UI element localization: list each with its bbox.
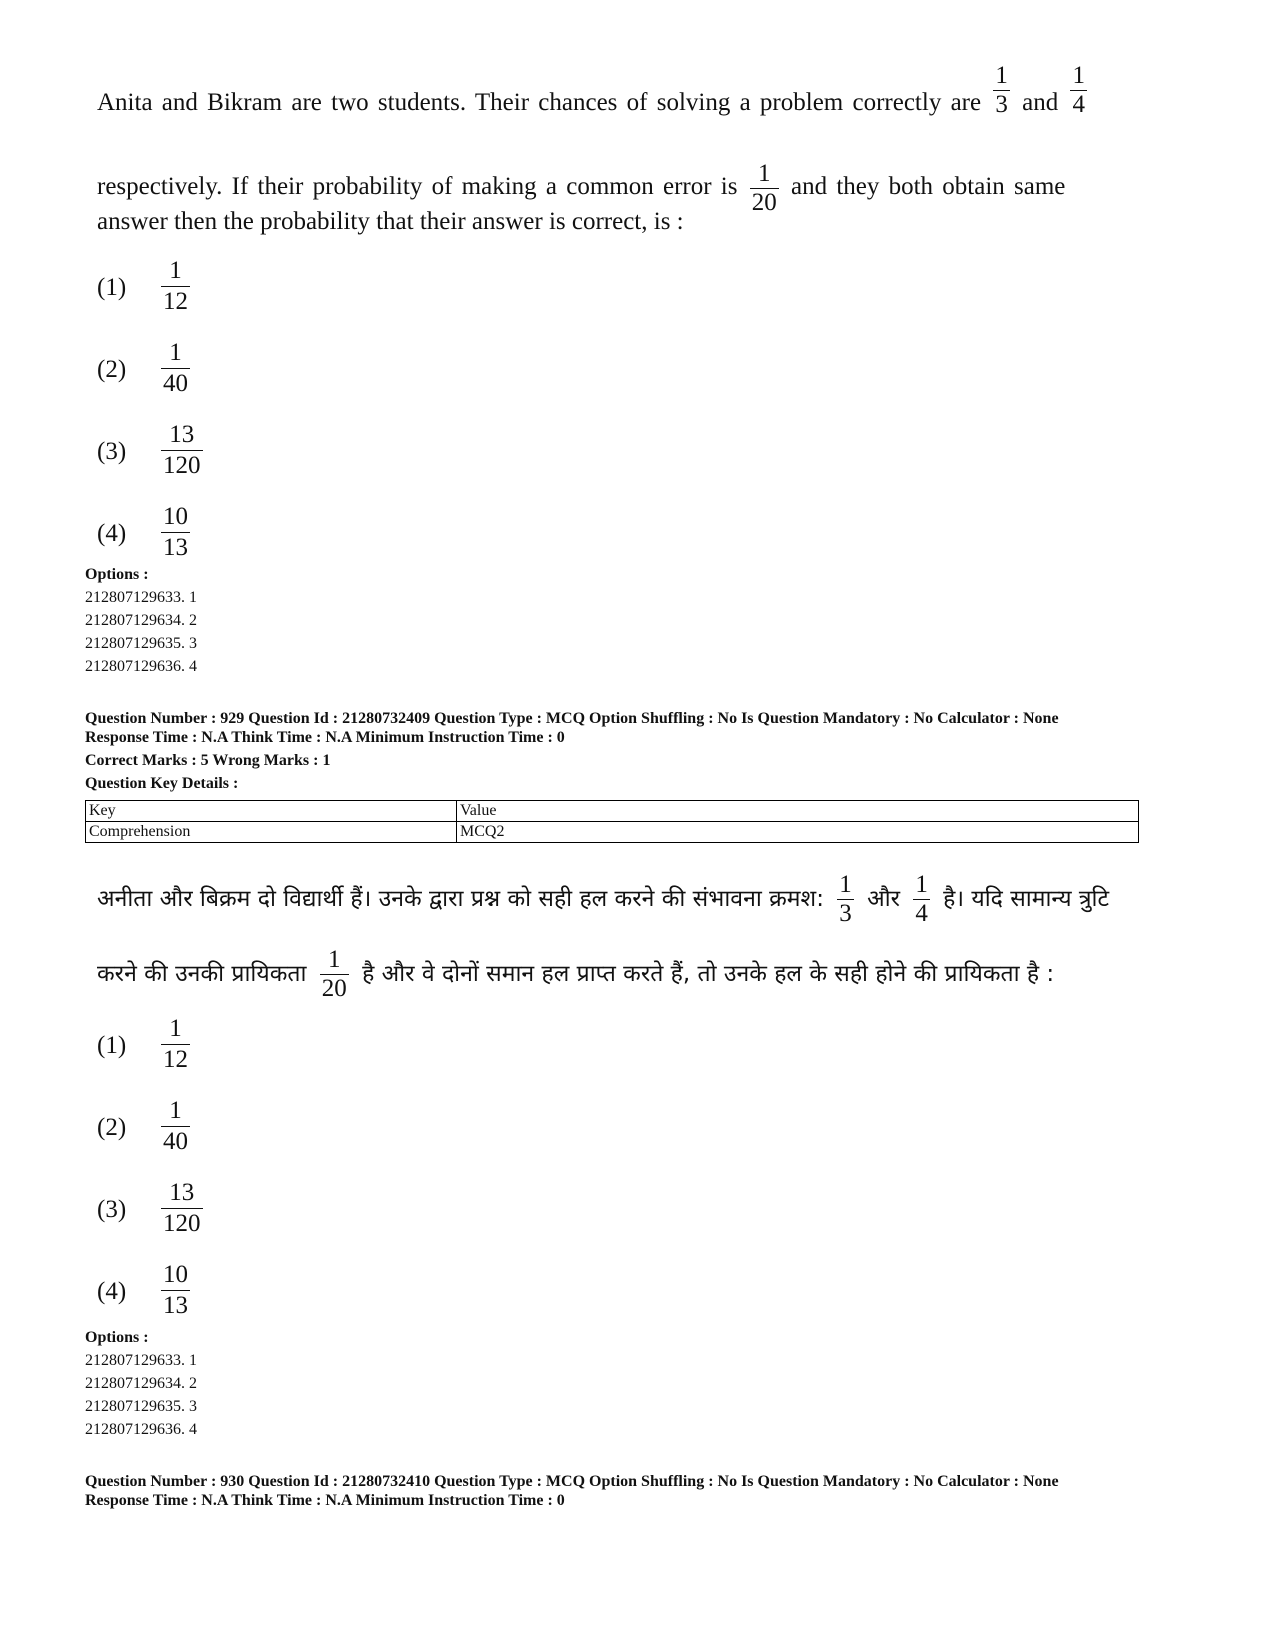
fraction-one-twentieth: $\frac{1}{20}$ — [751, 160, 777, 216]
choice-fraction: $\frac{13}{120}$ — [163, 421, 201, 479]
question-text-part: and they both obtain same — [790, 173, 1066, 201]
option-id-line: 212807129634. 2 — [85, 1375, 197, 1392]
question-text-part: Anita and Bikram are two students. Their chances of solving a problem correctly are — [97, 89, 982, 116]
question-line-1 — [97, 61, 1197, 119]
table-row — [86, 822, 1139, 843]
question-meta-line: Question Number : 930 Question Id : 21280732410 Question Type : MCQ Option Shuffling : No Is Question Mandatory : No Calculator : None — [85, 1473, 1059, 1490]
choice-fraction: $\frac{1}{40}$ — [163, 339, 188, 397]
table-cell-key: Comprehension — [86, 822, 457, 843]
option-id-line: 212807129635. 3 — [85, 1398, 197, 1415]
question-meta-line: Question Number : 929 Question Id : 21280732409 Question Type : MCQ Option Shuffling : No Is Question Mandatory : No Calculator : None — [85, 710, 1059, 727]
question-text-part: है और वे दोनों समान हल प्राप्त करते हैं, तो उनके हल के सही होने की प्रायिकता है : — [362, 961, 1055, 987]
marks-line: Correct Marks : 5 Wrong Marks : 1 — [85, 752, 331, 769]
hindi-line-2 — [97, 946, 1054, 1003]
key-details-heading: Question Key Details : — [85, 775, 239, 792]
question-text-part: answer then the probability that their answer is correct, is : — [97, 208, 684, 235]
hindi-line-1 — [97, 871, 1109, 928]
question-line-3 — [97, 207, 684, 237]
question-meta-line: Response Time : N.A Think Time : N.A Minimum Instruction Time : 0 — [85, 1492, 565, 1509]
option-id-line: 212807129636. 4 — [85, 1421, 197, 1438]
option-id-line: 212807129636. 4 — [85, 658, 197, 675]
and-word: और — [867, 886, 901, 912]
choice-fraction: $\frac{10}{13}$ — [163, 503, 188, 561]
options-heading: Options : — [85, 566, 149, 583]
question-text-part: करने की उनकी प्रायिकता — [97, 961, 307, 987]
fraction-one-fourth: $\frac{1}{4}$ — [1072, 61, 1085, 118]
table-header-row — [86, 801, 1139, 822]
option-id-line: 212807129633. 1 — [85, 1352, 197, 1369]
choice-fraction: $\frac{1}{12}$ — [163, 257, 188, 315]
choice-fraction: $\frac{1}{40}$ — [163, 1097, 188, 1155]
question-text-part: अनीता और बिक्रम दो विद्यार्थी हैं। उनके द्वारा प्रश्न को सही हल करने की संभावना क्रमश: — [97, 886, 824, 912]
choice-fraction: $\frac{13}{120}$ — [163, 1179, 201, 1237]
choice-fraction: $\frac{1}{12}$ — [163, 1015, 188, 1073]
and-word: and — [1022, 89, 1059, 116]
choice-fraction: $\frac{10}{13}$ — [163, 1261, 188, 1319]
table-header-value: Value — [457, 801, 1139, 822]
question-text-part: है। यदि सामान्य त्रुटि — [943, 886, 1110, 912]
option-id-line: 212807129635. 3 — [85, 635, 197, 652]
options-heading: Options : — [85, 1329, 149, 1346]
question-meta-line: Response Time : N.A Think Time : N.A Minimum Instruction Time : 0 — [85, 729, 565, 746]
fraction-one-fourth: $\frac{1}{4}$ — [915, 871, 928, 927]
option-id-line: 212807129633. 1 — [85, 589, 197, 606]
fraction-one-third: $\frac{1}{3}$ — [995, 61, 1008, 118]
table-cell-value: MCQ2 — [457, 822, 1139, 843]
exam-page: Anita and Bikram are two students. Their chances of solving a problem correctly are $\frac{1}{3}$ and $\frac{1}{4}$ respectively. If their probability of making a common error is $\frac{1}{20}$ and they both obtain same answer then the probability that their answer is correct, is : (1) $\frac{1}{12}$ (2) $\frac{1}{40}$ (3) $\frac{13}{120}$ (4) $\frac{10}{13}$ Options : 212807129633. 1 212807129634. 2 212807129635. 3 212807129636. 4 Question Number : 929 Question Id : 21280732409 Question Type : MCQ Option Shuffling : No Is Question Mandatory : No Calculator : None Response Time : N.A Think Time : N.A Minimum Instruction Time : 0 Correct Marks : 5 Wrong Marks : 1 Question Key Details : Key Value Comprehension MCQ2 अनीता और बिक्रम दो विद्यार्थी हैं। उनके द्वारा प्रश्न को सही हल करने की संभावना क्रमश: $\frac{1}{3}$ और $\frac{1}{4}$ है। यदि सामान्य त्रुटि करने की उनकी प्रायिकता $\frac{1}{20}$ है और वे दोनों समान हल प्राप्त करते हैं, तो उनके हल के सही होने की प्रायिकता है : (1) $\frac{1}{12}$ (2) $\frac{1}{40}$ (3) $\frac{13}{120}$ (4) $\frac{10}{13}$ Options : 212807129633. 1 212807129634. 2 212807129635. 3 212807129636. 4 Question Number : 930 Question Id : 21280732410 Question Type : MCQ Option Shuffling : No Is Question Mandatory : No Calculator : None Response Time : N.A Think Time : N.A Minimum Instruction Time : 0 — [0, 0, 1275, 1651]
table-header-key: Key — [86, 801, 457, 822]
option-id-line: 212807129634. 2 — [85, 612, 197, 629]
fraction-one-third: $\frac{1}{3}$ — [839, 871, 852, 927]
key-details-table — [85, 800, 1139, 843]
fraction-one-twentieth: $\frac{1}{20}$ — [321, 946, 347, 1002]
question-text-part: respectively. If their probability of making a common error is — [97, 173, 738, 201]
